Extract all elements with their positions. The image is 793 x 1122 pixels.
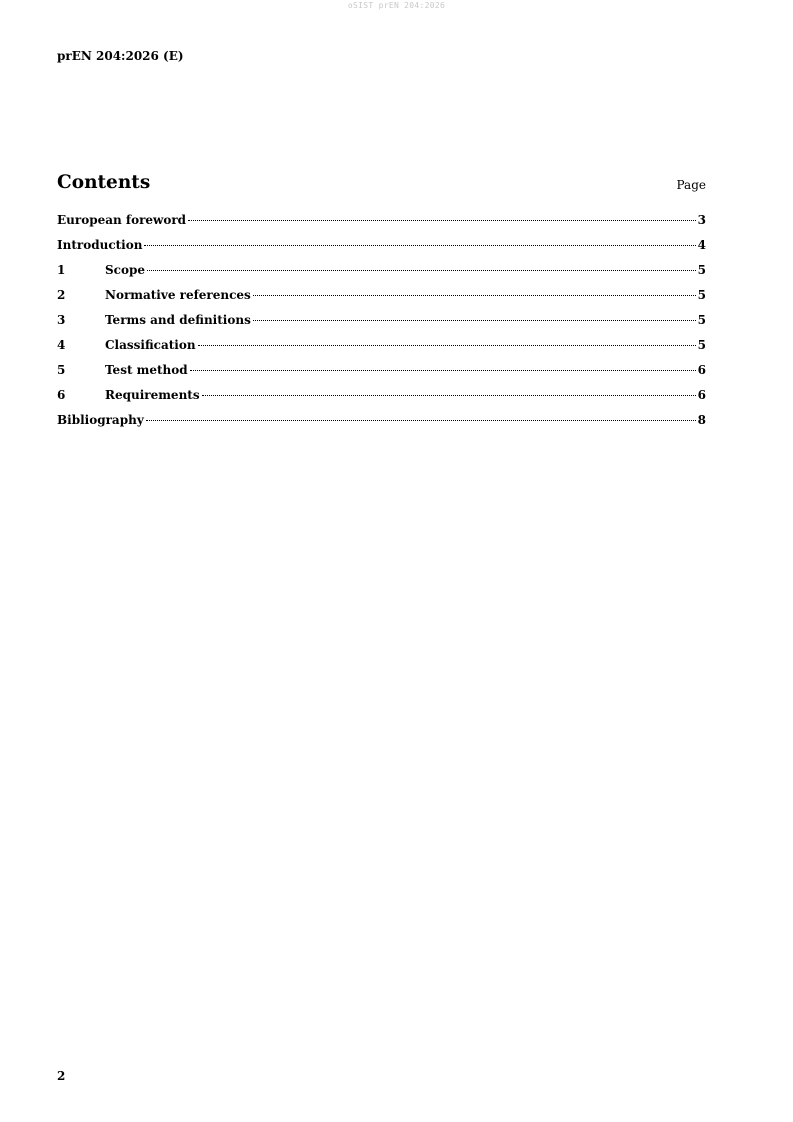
toc-entry-page: 5 (697, 263, 706, 277)
watermark: oSIST prEN 204:2026 (347, 1, 446, 10)
document-reference: prEN 204:2026 (E) (57, 49, 184, 63)
toc-dot-leader (144, 245, 695, 246)
toc-entry-title: European foreword (57, 213, 187, 227)
toc-dot-leader (190, 370, 696, 371)
toc-entry-requirements[interactable] (57, 388, 706, 413)
toc-entry-classification[interactable] (57, 338, 706, 363)
toc-dot-leader (198, 345, 696, 346)
toc-dot-leader (253, 295, 696, 296)
toc-entry-title: Scope (105, 263, 146, 277)
toc-entry-introduction[interactable] (57, 238, 706, 263)
toc-dot-leader (202, 395, 696, 396)
toc-entry-page: 5 (697, 288, 706, 302)
toc-entry-scope[interactable] (57, 263, 706, 288)
toc-entry-number: 5 (57, 363, 66, 377)
toc-entry-title: Terms and definitions (105, 313, 251, 327)
toc-entry-number: 4 (57, 338, 66, 352)
table-of-contents (57, 213, 706, 438)
toc-entry-european-foreword[interactable] (57, 213, 706, 238)
toc-entry-title: Introduction (57, 238, 143, 252)
toc-entry-page: 6 (697, 363, 706, 377)
toc-entry-number: 2 (57, 288, 66, 302)
toc-dot-leader (147, 270, 696, 271)
toc-entry-number: 3 (57, 313, 66, 327)
toc-entry-page: 4 (697, 238, 706, 252)
contents-heading: Contents (57, 172, 151, 193)
toc-entry-page: 8 (697, 413, 706, 427)
toc-dot-leader (188, 220, 696, 221)
toc-entry-number: 1 (57, 263, 66, 277)
toc-dot-leader (146, 420, 696, 421)
toc-entry-bibliography[interactable] (57, 413, 706, 438)
page-column-label: Page (676, 178, 706, 192)
toc-entry-title: Normative references (105, 288, 251, 302)
toc-entry-title: Test method (105, 363, 188, 377)
toc-entry-terms-and-definitions[interactable] (57, 313, 706, 338)
toc-entry-page: 3 (697, 213, 706, 227)
toc-entry-title: Classification (105, 338, 196, 352)
toc-entry-title: Requirements (105, 388, 200, 402)
toc-dot-leader (253, 320, 696, 321)
toc-entry-page: 5 (697, 338, 706, 352)
toc-entry-page: 5 (697, 313, 706, 327)
toc-entry-title: Bibliography (57, 413, 144, 427)
toc-entry-test-method[interactable] (57, 363, 706, 388)
toc-entry-page: 6 (697, 388, 706, 402)
toc-entry-number: 6 (57, 388, 66, 402)
page-number: 2 (57, 1069, 66, 1083)
toc-entry-normative-references[interactable] (57, 288, 706, 313)
